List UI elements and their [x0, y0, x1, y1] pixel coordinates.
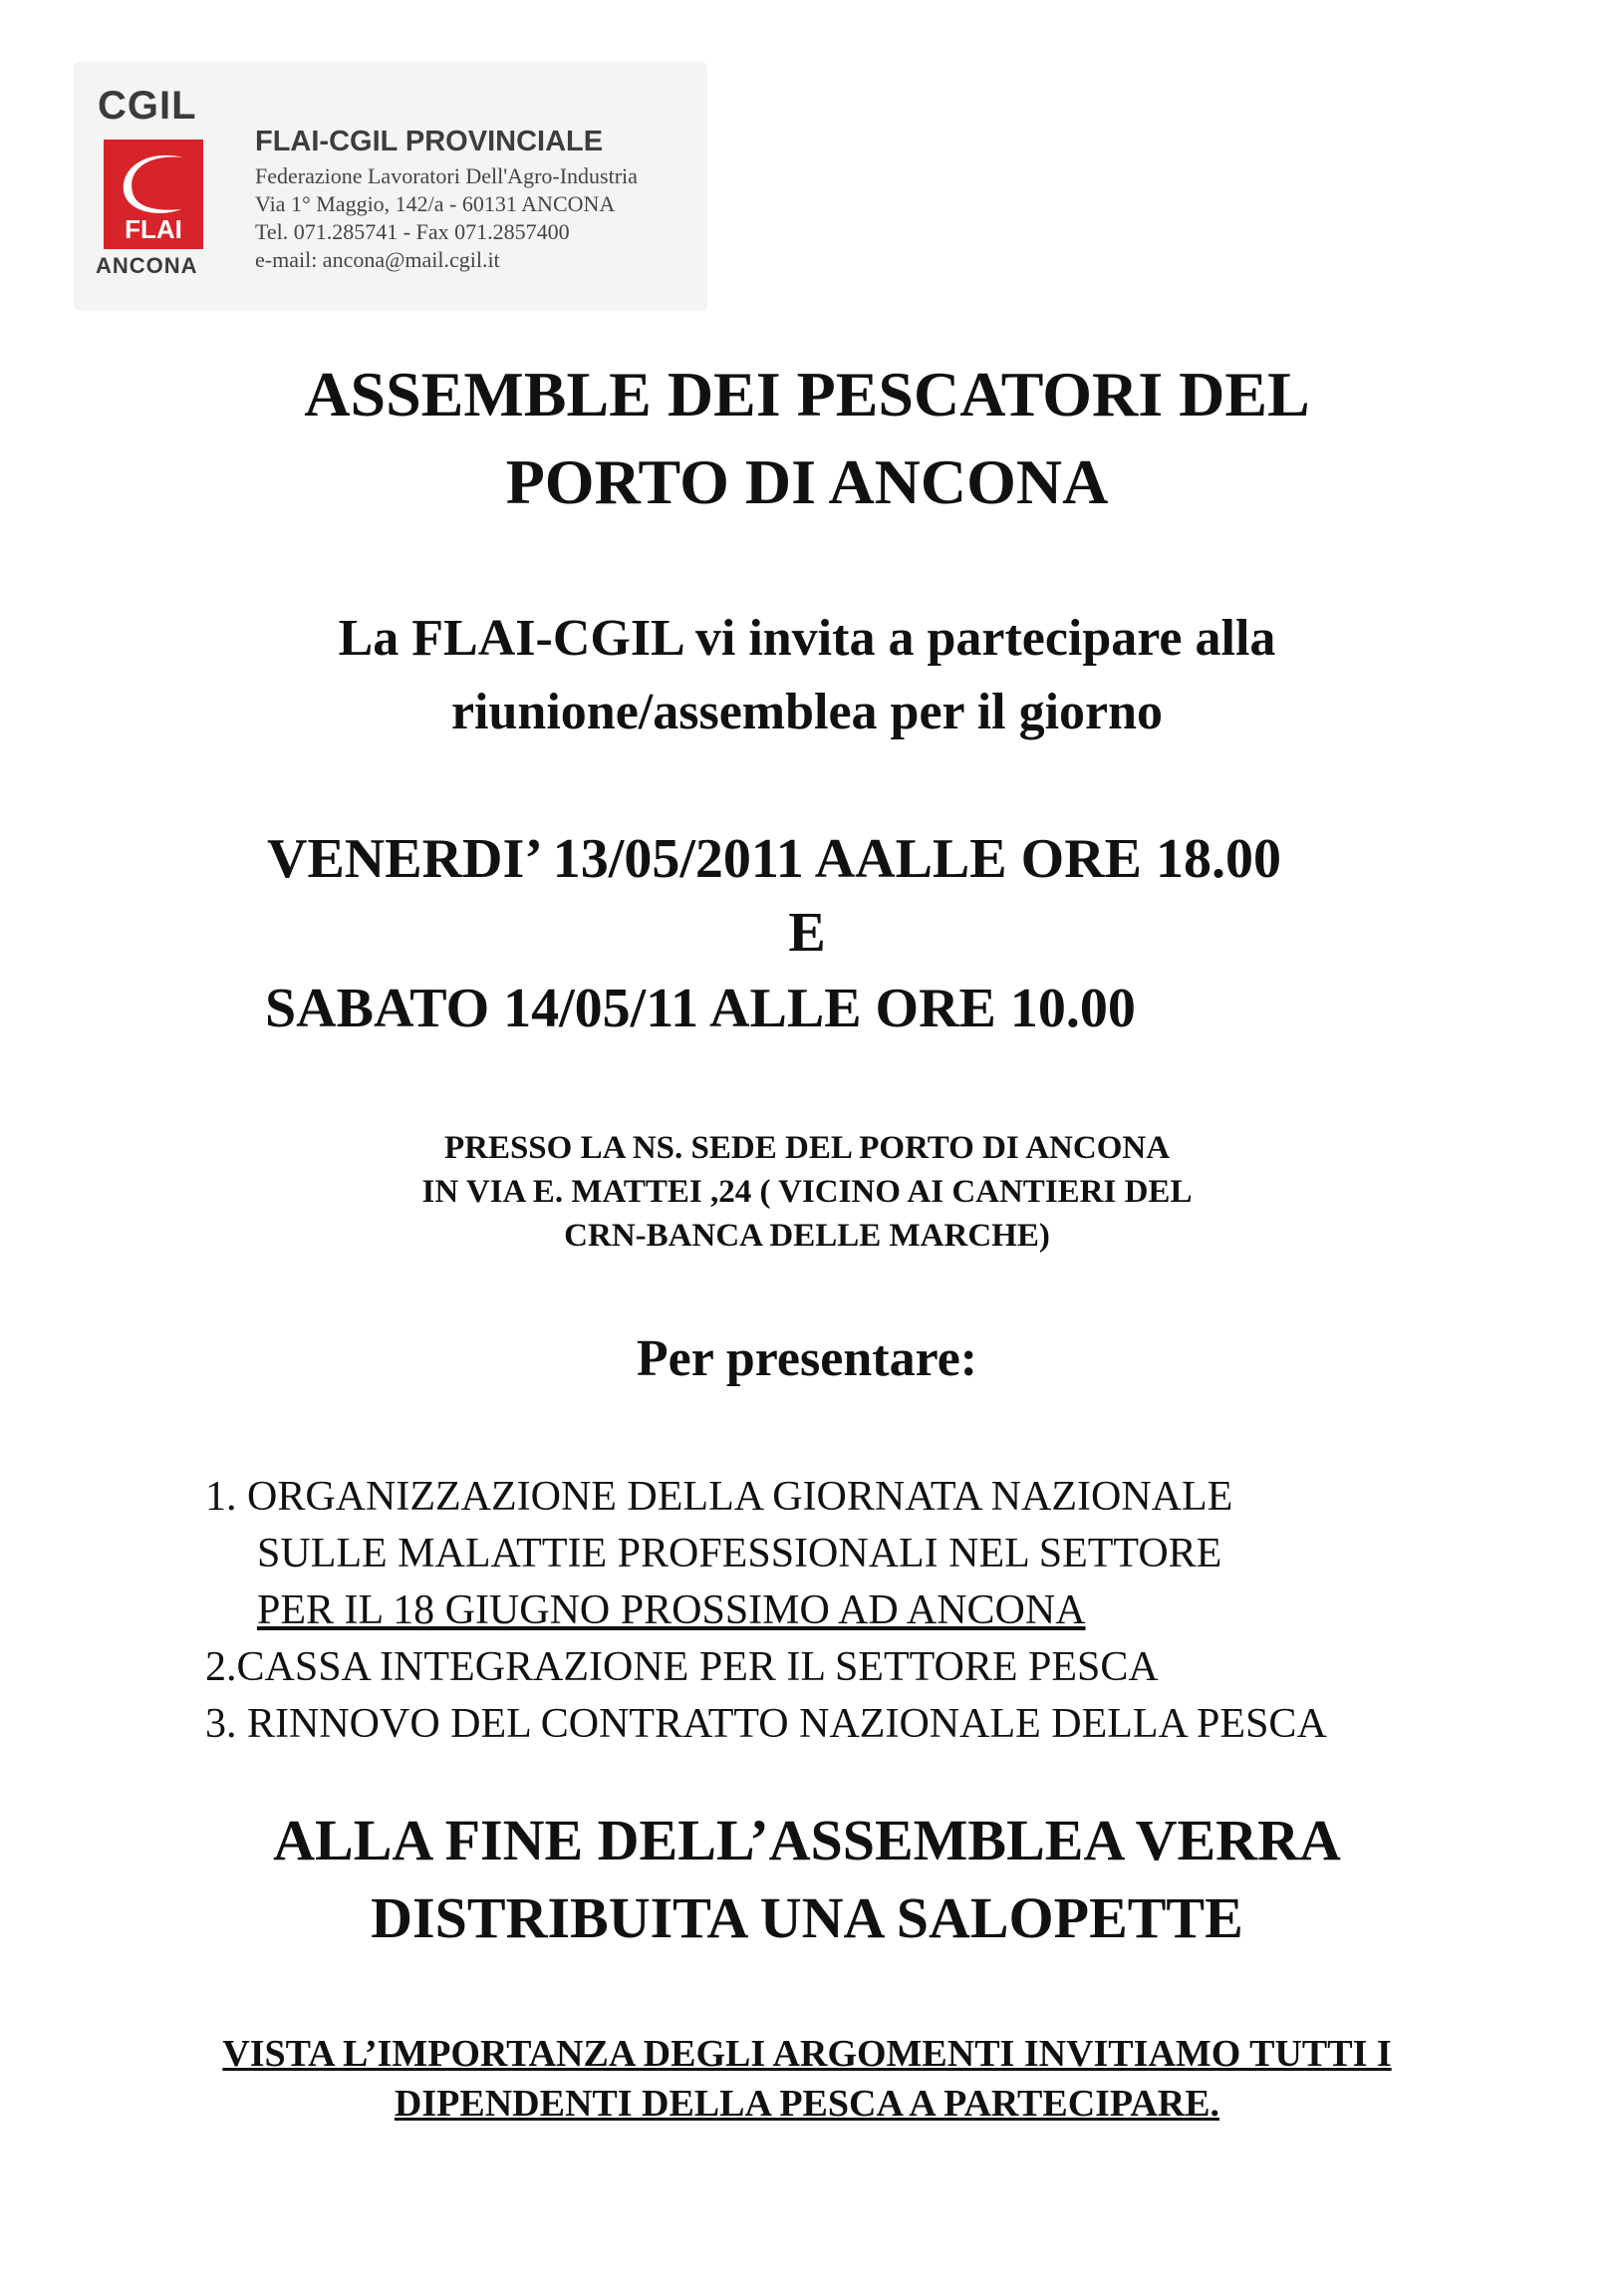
- closing-text: [0, 1802, 1614, 1957]
- agenda-item-2: 2.CASSA INTEGRAZIONE PER IL SETTORE PESCA: [205, 1644, 1159, 1690]
- title-line-2: PORTO DI ANCONA: [505, 446, 1109, 517]
- page-title: [0, 351, 1614, 526]
- venue-text: [0, 1126, 1614, 1258]
- agenda-item-1-line-1: 1. ORGANIZZAZIONE DELLA GIORNATA NAZIONALE: [205, 1474, 1233, 1520]
- invite-line-1: La FLAI-CGIL vi invita a partecipare alla: [338, 610, 1276, 667]
- logo-cgil-text: CGIL: [98, 84, 197, 128]
- org-federation: Federazione Lavoratori Dell'Agro-Industria: [255, 163, 638, 188]
- date-second: SABATO 14/05/11 ALLE ORE 10.00: [265, 978, 1136, 1039]
- agenda-item-3: 3. RINNOVO DEL CONTRATTO NAZIONALE DELLA PESCA: [205, 1701, 1327, 1747]
- venue-line-1: PRESSO LA NS. SEDE DEL PORTO DI ANCONA: [443, 1130, 1171, 1166]
- title-line-1: ASSEMBLE DEI PESCATORI DEL: [304, 359, 1310, 430]
- footer-line-2: DIPENDENTI DELLA PESCA A PARTECIPARE.: [394, 2083, 1220, 2125]
- agenda-item-1-line-2: [205, 1526, 1327, 1582]
- logo-red-box: [104, 140, 203, 249]
- letterhead: [74, 62, 707, 311]
- logo-city-text: ANCONA: [96, 253, 198, 278]
- closing-line-2: DISTRIBUITA UNA SALOPETTE: [371, 1885, 1243, 1950]
- letterhead-text: [255, 126, 638, 274]
- date-first: VENERDI’ 13/05/2011 AALLE ORE 18.00: [267, 828, 1281, 890]
- logo-flai-text: FLAI: [125, 214, 182, 244]
- venue-line-2: IN VIA E. MATTEI ,24 ( VICINO AI CANTIERI DEL: [421, 1174, 1193, 1210]
- cgil-flai-logo-icon: [88, 84, 217, 283]
- venue-line-3: CRN-BANCA DELLE MARCHE): [564, 1218, 1050, 1254]
- agenda-list: [205, 1469, 1327, 1753]
- invite-line-2: riunione/assemblea per il giorno: [450, 684, 1164, 740]
- org-name: FLAI-CGIL PROVINCIALE: [255, 126, 604, 157]
- agenda-item-1-line-3: [205, 1582, 1327, 1639]
- invitation-text: [0, 602, 1614, 749]
- agenda-item-1-line-2-text: SULLE MALATTIE PROFESSIONALI NEL SETTORE: [257, 1531, 1222, 1577]
- closing-line-1: ALLA FINE DELL’ASSEMBLEA VERRA: [273, 1808, 1341, 1872]
- org-address: Via 1° Maggio, 142/a - 60131 ANCONA: [255, 191, 616, 216]
- org-phone: Tel. 071.285741 - Fax 071.2857400: [255, 219, 570, 244]
- footer-line-1: VISTA L’IMPORTANZA DEGLI ARGOMENTI INVITIAMO TUTTI I: [222, 2033, 1392, 2075]
- present-heading: Per presentare:: [636, 1330, 978, 1387]
- org-email: e-mail: ancona@mail.cgil.it: [255, 247, 500, 272]
- footer-note: [0, 2029, 1614, 2129]
- agenda-item-1-line-3-text: PER IL 18 GIUGNO PROSSIMO AD ANCONA: [257, 1587, 1086, 1633]
- date-joiner: E: [788, 902, 826, 964]
